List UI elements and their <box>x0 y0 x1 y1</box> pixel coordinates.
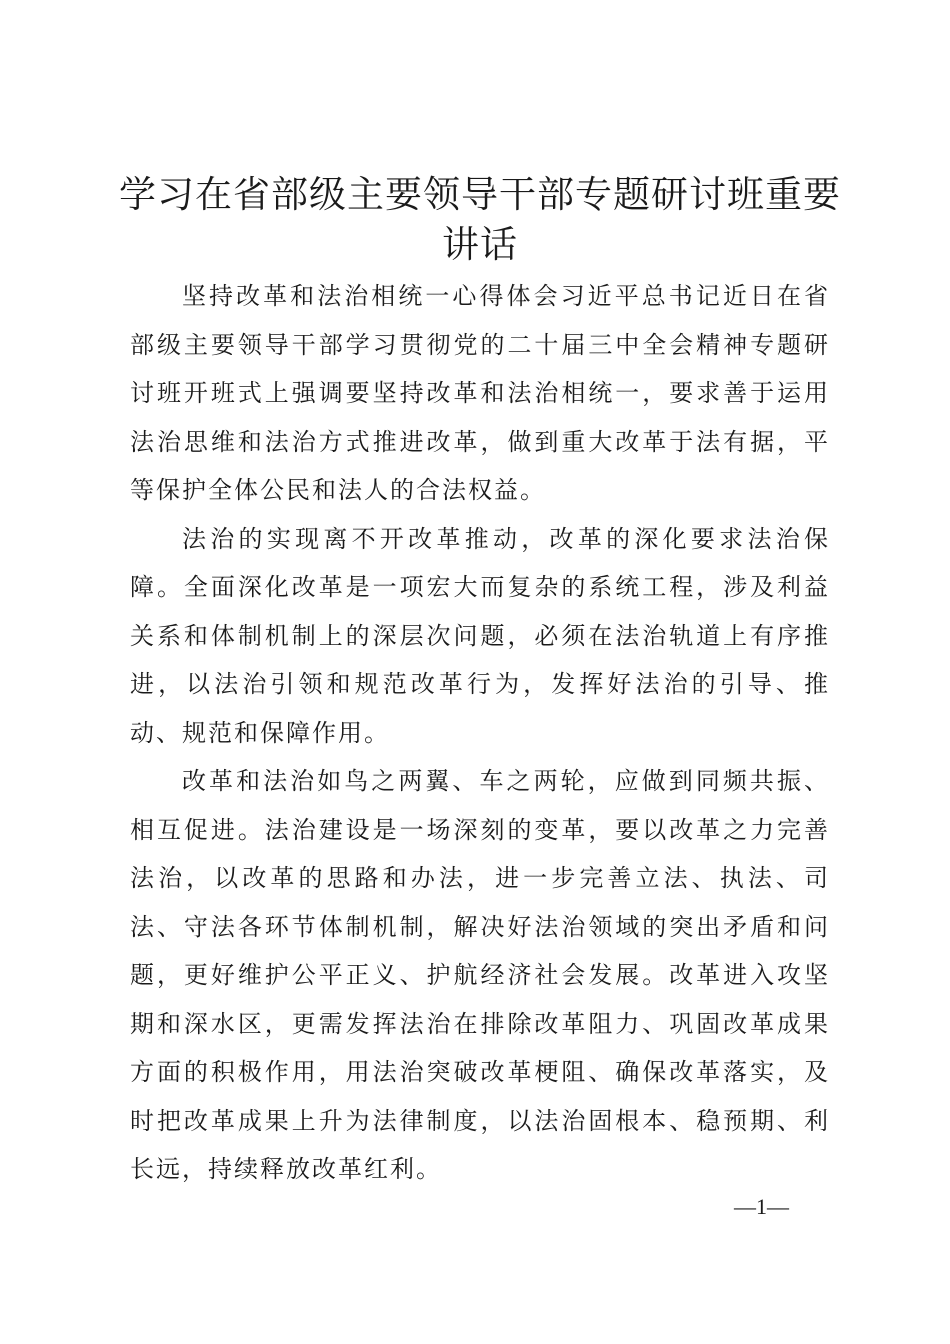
paragraph-2: 法治的实现离不开改革推动，改革的深化要求法治保障。全面深化改革是一项宏大而复杂的系统工程，涉及利益关系和体制机制上的深层次问题，必须在法治轨道上有序推进，以法治引领和规范改革行为，发挥好法治的引导、推动、规范和保障作用。 <box>130 524 830 747</box>
document-title: 学习在省部级主要领导干部专题研讨班重要讲话 <box>119 173 841 266</box>
paragraph-3: 改革和法治如鸟之两翼、车之两轮，应做到同频共振、相互促进。法治建设是一场深刻的变革，要以改革之力完善法治，以改革的思路和办法，进一步完善立法、执法、司法、守法各环节体制机制，解决好法治领域的突出矛盾和问题，更好维护公平正义、护航经济社会发展。改革进入攻坚期和深水区，更需发挥法治在排除改革阻力、巩固改革成果方面的积极作用，用法治突破改革梗阻、确保改革落实，及时把改革成果上升为法律制度，以法治固根本、稳预期、利长远，持续释放改革红利。 <box>130 767 830 1183</box>
paragraph-1: 坚持改革和法治相统一心得体会习近平总书记近日在省部级主要领导干部学习贯彻党的二十届三中全会精神专题研讨班开班式上强调要坚持改革和法治相统一，要求善于运用法治思维和法治方式推进改革，做到重大改革于法有据，平等保护全体公民和法人的合法权益。 <box>130 282 830 504</box>
page-number: —1— <box>734 1194 789 1219</box>
document-body <box>130 272 830 1194</box>
